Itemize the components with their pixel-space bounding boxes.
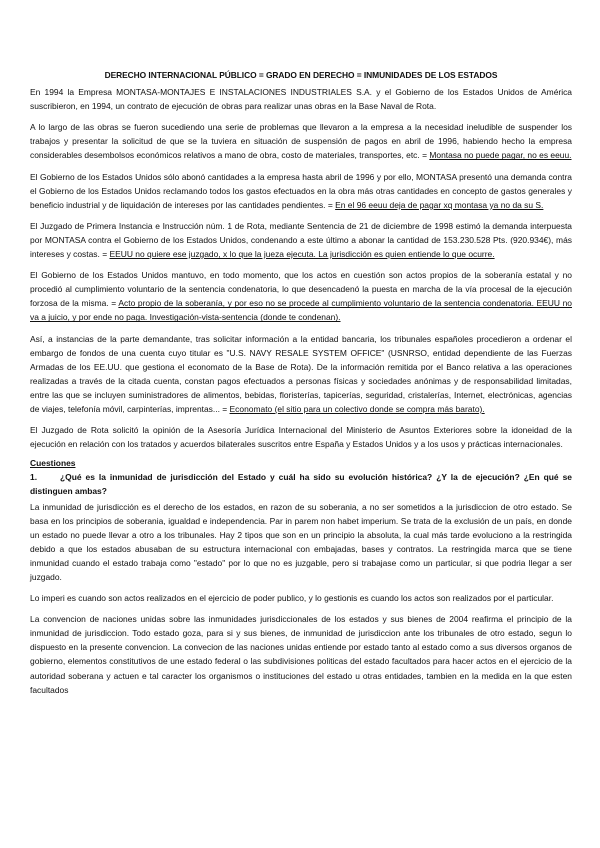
case-paragraph-3: [30, 170, 572, 212]
underlined-note: En el 96 eeuu deja de pagar xq montasa ya no da su S.: [335, 199, 544, 210]
answer-paragraph-1: La inmunidad de jurisdicción es el derecho de los estados, en razon de su soberania, a no ser sometidos a la jurisdiccion de otro estado. Se basa en los principios de soberania, igualdad e independencia. Par in parem non habet imperium. Se trata de la exclusión de un país, en donde un estado no puede llevar a otro a los tribunales. Hay 2 tipos que son en un principio la absoluta, la cual más tarde evoluciono a la restringida debido a que los estados abusaban de su estructura internacional con embajadas, bases y contratos. La restringida marca que se tiene inmunidad cuando el estado trabaja como "estado" por lo que no es juzgable, pero si trabajase como un particular, si que podria llegar a ser juzgado.: [30, 501, 572, 582]
question-number: 1.: [30, 472, 38, 483]
question-1: [30, 470, 572, 498]
case-paragraph-6: [30, 332, 572, 417]
paragraph-text: El Gobierno de los Estados Unidos sólo abonó cantidades a la empresa hasta abril de 1996 y por ello, MONTASA presentó una demanda contra el Gobierno de los Estados Unidos reclamando todos los gastos efectuados en la obra más otras cantidades en concepto de gastos generales y beneficio industrial y de liquidación de intereses por las cantidades pendientes. =: [30, 171, 572, 210]
paragraph-text: El Gobierno de los Estados Unidos mantuvo, en todo momento, que los actos en cuestión son actos propios de la soberanía estatal y no procedió al cumplimiento voluntario de la sentencia condenatoria, lo que desencadenó la puesta en marcha de la vía procesal de la ejecución forzosa de la misma. =: [30, 270, 572, 309]
underlined-note: Acto propio de la soberanía, y por eso no se procede al cumplimiento voluntario de la sentencia condenatoria. EEUU no va a juicio, y por ende no paga. Investigación-vista-sentencia (donde te condenan).: [30, 298, 572, 323]
case-paragraph-1: [30, 85, 572, 113]
paragraph-text: A lo largo de las obras se fueron sucediendo una serie de problemas que llevaron a la empresa a la necesidad ineludible de suspender los trabajos y presentar la solicitud de que se la tuviera en situación de suspensión de pagos en abril de 1996, habiendo hecho la empresa considerables desembolsos económicos relativos a mano de obra, costo de materiales, transportes, etc. =: [30, 122, 572, 161]
underlined-note: Economato (el sitio para un colectivo donde se compra más barato).: [229, 403, 485, 414]
document-title: DERECHO INTERNACIONAL PÚBLICO = GRADO EN DERECHO = INMUNIDADES DE LOS ESTADOS: [104, 70, 498, 80]
paragraph-text: Así, a instancias de la parte demandante, tras solicitar información a la entidad bancaria, los tribunales españoles procedieron a ordenar el embargo de fondos de una cuenta cuyo titular es "U.S. NAVY RESALE SYSTEM OFFICE" (USNRSO, entidad dependiente de las Fuerzas Armadas de los EE.UU. que gestiona el economato de la Base de Rota). De la información remitida por el Banco relativa a las operaciones realizadas a través de la citada cuenta, constan pagos efectuados a personas físicas y sociedades anónimas y de responsabilidad limitadas, entre las que se incluyen suministradores de alimentos, bebidas, floristerías, tapicerías, seguridad, cristalerías, Internet, electrónicas, agencias de viajes, telefonía móvil, carpinterías, imprentas... =: [30, 333, 572, 414]
paragraph-text: En 1994 la Empresa MONTASA-MONTAJES E INSTALACIONES INDUSTRIALES S.A. y el Gobierno de los Estados Unidos de América suscribieron, en 1994, un contrato de ejecución de obras para realizar unas obras en la Base Naval de Rota.: [30, 87, 572, 112]
answer-paragraph-2: Lo imperi es cuando son actos realizados en el ejercicio de poder publico, y lo gestionis es cuando los actos son realizados por el particular.: [30, 593, 554, 604]
case-paragraph-4: [30, 219, 572, 261]
questions-heading: Cuestiones: [30, 458, 76, 469]
answer-paragraph-3: La convencion de naciones unidas sobre las inmunidades jurisdiccionales de los estados y sus bienes de 2004 reafirma el principio de la inmunidad de jurisdiccion. Todo estado goza, para si y sus bienes, de inmunidad de jurisdiccion ante los tribunales de otro estado, segun lo dispuesto en la presente convencion. La convecion de las naciones unidas entiende por estado tanto al estado como a sus diversos organos de gobierno, elementos constitutivos de une estado federal o las subdivisiones politicas del estado facultados para hacer actos en el ejercicio de la autoridad soberana y actuen e tal caracter los organismos o instituciones del estado u otras entidades, tambien en la medida en la que esten facultados: [30, 614, 572, 695]
paragraph-text: El Juzgado de Primera Instancia e Instrucción núm. 1 de Rota, mediante Sentencia de 21 de diciembre de 1998 estimó la demanda interpuesta por MONTASA contra el Gobierno de los Estados Unidos, condenando a este último a abonar la cantidad de 153.230.528 Pts. (920.934€), más intereses y costas. =: [30, 220, 572, 260]
case-paragraph-5: [30, 268, 572, 324]
question-text: ¿Qué es la inmunidad de jurisdicción del Estado y cuál ha sido su evolución histórica? ¿Y la de ejecución? ¿En qué se distinguen ambas?: [30, 472, 572, 497]
case-paragraph-7: [30, 423, 572, 451]
underlined-note: Montasa no puede pagar, no es eeuu.: [429, 150, 572, 161]
document-page: [30, 68, 572, 704]
case-paragraph-2: [30, 120, 572, 162]
paragraph-text: El Juzgado de Rota solicitó la opinión de la Asesoría Jurídica Internacional del Ministerio de Asuntos Exteriores sobre la idoneidad de la ejecución en relación con los tratados y acuerdos bilaterales suscritos entre España y Estados Unidos y a los usos y prácticas internacionales.: [30, 425, 572, 450]
underlined-note: EEUU no quiere ese juzgado, x lo que la jueza ejecuta. La jurisdicción es quien entiende lo que ocurre.: [109, 249, 495, 260]
